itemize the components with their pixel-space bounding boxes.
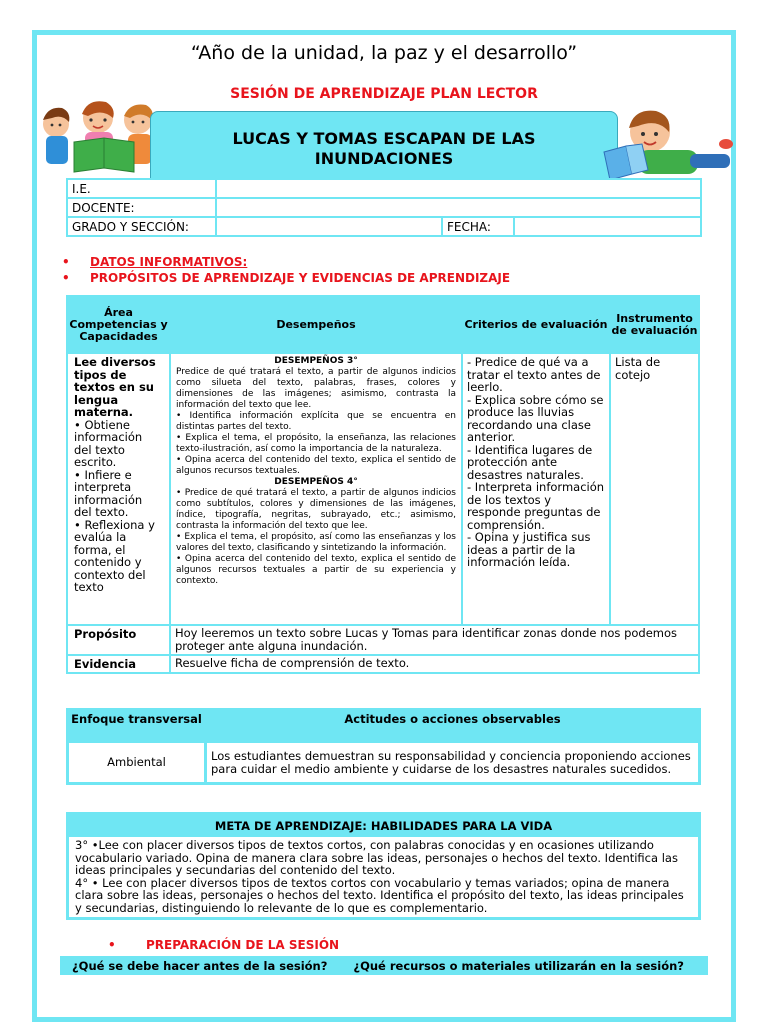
- evidencia-label: Evidencia: [67, 655, 170, 673]
- desempeno-item: • Explica el tema, el propósito, la enseñanza, las relaciones texto-ilustración, así como la importancia de la naturaleza.: [176, 433, 456, 454]
- criterio-item: - Predice de qué va a tratar el texto antes de leerlo.: [467, 355, 601, 394]
- bullet-icon: •: [62, 255, 70, 269]
- enfoque-name: Ambiental: [68, 742, 206, 784]
- session-title: SESIÓN DE APRENDIZAJE PLAN LECTOR: [230, 86, 538, 102]
- propositos-table: [66, 295, 700, 674]
- meta-grade3: 3° •Lee con placer diversos tipos de textos cortos, con palabras conocidas y en ocasiones utilizando vocabulario variado. Opina de manera clara sobre las ideas, personajes o hechos del texto. Identifica las ideas principales y secundarias del contenido del texto.: [75, 838, 678, 877]
- enfoque-header: Enfoque transversal: [68, 710, 206, 742]
- actitudes-header: Actitudes o acciones observables: [206, 710, 700, 742]
- capacidad-item: • Infiere e interpreta información del texto.: [74, 467, 143, 519]
- info-table: [66, 178, 702, 237]
- desempenos-4-title: DESEMPEÑOS 4°: [274, 477, 358, 487]
- capacidad-item: • Obtiene información del texto escrito.: [74, 417, 143, 469]
- proposito-label: Propósito: [67, 625, 170, 655]
- preparacion-heading: PREPARACIÓN DE LA SESIÓN: [146, 938, 340, 952]
- section-bullets: [62, 254, 510, 286]
- grado-label: GRADO Y SECCIÓN:: [67, 217, 216, 236]
- criterio-item: - Opina y justifica sus ideas a partir de la información leída.: [467, 530, 591, 569]
- preparacion-heading-row: [108, 938, 339, 952]
- header-instrumento: Instrumento de evaluación: [610, 296, 699, 353]
- criterio-item: - Explica sobre cómo se produce las lluvias recordando una clase anterior.: [467, 392, 604, 444]
- grado-field[interactable]: [216, 217, 442, 236]
- question-resources: ¿Qué recursos o materiales utilizarán en la sesión?: [353, 958, 684, 973]
- desempenos-3-title: DESEMPEÑOS 3°: [274, 356, 358, 366]
- desempeno-item: • Opina acerca del contenido del texto, explica el sentido de algunos recursos textuales a partir de su experiencia y contexto.: [176, 554, 456, 586]
- competencia-cell: [67, 353, 170, 625]
- bullet-icon: •: [108, 938, 116, 952]
- fecha-label: FECHA:: [442, 217, 514, 236]
- meta-body: [69, 837, 698, 917]
- evidencia-text: Resuelve ficha de comprensión de texto.: [170, 655, 699, 673]
- questions-bar: [60, 956, 708, 975]
- desempeno-item: • Opina acerca del contenido del texto, explica el sentido de algunos recursos textuales.: [176, 455, 456, 476]
- enfoque-text: Los estudiantes demuestran su responsabilidad y conciencia proponiendo acciones para cuidar el medio ambiente y cuidarse de los desastres naturales sucedidos.: [206, 742, 700, 784]
- desempeno-item: • Predice de qué tratará el texto, a partir de algunos indicios como subtítulos, colores y dimensiones de las imágenes, índice, tipografía, negritas, subrayado, etc.; asimismo, contrasta la información del texto que lee.: [176, 488, 456, 531]
- header-desempenos: Desempeños: [170, 296, 462, 353]
- meta-title: META DE APRENDIZAJE: HABILIDADES PARA LA VIDA: [69, 815, 698, 837]
- question-before-session: ¿Qué se debe hacer antes de la sesión?: [72, 958, 328, 973]
- criterios-cell: [462, 353, 610, 625]
- criterio-item: - Identifica lugares de protección ante desastres naturales.: [467, 442, 593, 482]
- header-area: Área Competencias y Capacidades: [67, 296, 170, 353]
- competencia-title: Lee diversos tipos de textos en su lengua materna.: [74, 355, 156, 419]
- proposito-text: Hoy leeremos un texto sobre Lucas y Tomas para identificar zonas donde nos podemos proteger ante alguna inundación.: [170, 625, 699, 655]
- desempeno-item: • Explica el tema, el propósito, así como las enseñanzas y los valores del texto, clasificando y sintetizando la información.: [176, 532, 456, 553]
- main-title: LUCAS Y TOMAS ESCAPAN DE LAS INUNDACIONES: [150, 111, 618, 187]
- enfoque-table: [66, 708, 701, 785]
- motto: “Año de la unidad, la paz y el desarrollo”: [190, 42, 578, 64]
- desempenos-cell: [170, 353, 462, 625]
- header-criterios: Criterios de evaluación: [462, 296, 610, 353]
- criterio-item: - Interpreta información de los textos y responde preguntas de comprensión.: [467, 480, 605, 532]
- bullet-icon: •: [62, 271, 70, 285]
- docente-label: DOCENTE:: [67, 198, 216, 217]
- ie-field[interactable]: [216, 179, 701, 198]
- fecha-field[interactable]: [514, 217, 701, 236]
- datos-informativos-heading: DATOS INFORMATIVOS:: [90, 255, 248, 269]
- desempeno-item: Predice de qué tratará el texto, a partir de algunos indicios como silueta del texto, palabras, frases, colores y dimensiones de las imágenes; asimismo, contrasta la información del texto que lee.: [176, 367, 456, 410]
- capacidad-item: • Reflexiona y evalúa la forma, el contenido y contexto del texto: [74, 517, 155, 594]
- docente-field[interactable]: [216, 198, 701, 217]
- meta-grade4: 4° • Lee con placer diversos tipos de textos cortos con vocabulario y temas variados; opina de manera clara sobre las ideas, personajes o hechos del texto. Identifica el propósito del texto, las ideas principales y secundarias, distinguiendo lo relevante de lo que es complementario.: [75, 875, 684, 915]
- desempeno-item: • Identifica información explícita que se encuentra en distintas partes del texto.: [176, 411, 456, 432]
- instrumento-cell: Lista de cotejo: [610, 353, 699, 625]
- ie-label: I.E.: [67, 179, 216, 198]
- meta-aprendizaje: [66, 812, 701, 920]
- propositos-heading: PROPÓSITOS DE APRENDIZAJE Y EVIDENCIAS DE APRENDIZAJE: [90, 271, 511, 285]
